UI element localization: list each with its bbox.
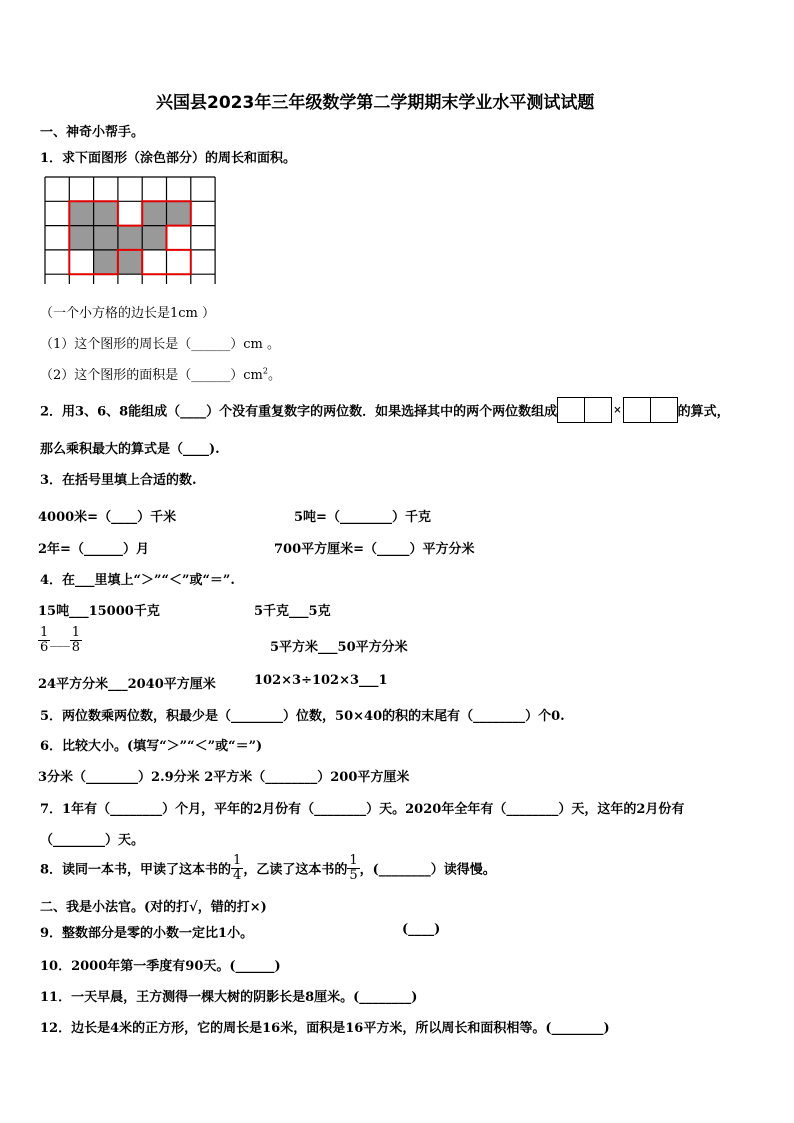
question-4-row-3b: 102×3÷102×3___1 — [254, 673, 388, 688]
square-superscript: 2 — [262, 366, 268, 376]
answer-box-2[interactable] — [584, 397, 612, 423]
question-3-row-2b: 700平方厘米=（_____）平方分米 — [274, 542, 475, 557]
shaded-cell — [118, 226, 142, 250]
shaded-grid-figure — [44, 176, 218, 284]
question-2-text: 2．用3、6、8能组成（____）个没有重复数字的两位数．如果选择其中的两个两位数组成 — [40, 404, 558, 420]
question-4-row-3a: 24平方分米___2040平方厘米 — [38, 677, 216, 692]
page-title: 兴国县2023年三年级数学第二学期期末学业水平测试试题 — [156, 93, 595, 113]
question-4-text: 4．在___里填上“＞”“＜”或“＝”. — [40, 573, 235, 588]
times-symbol: × — [613, 404, 622, 416]
question-1-part-b-text: （2）这个图形的面积是（______）cm — [40, 368, 263, 383]
question-2-line-1 — [40, 397, 730, 423]
shaded-cell — [69, 226, 93, 250]
question-1-note: （一个小方格的边长是1cm ） — [40, 306, 216, 321]
shaded-cell — [94, 226, 118, 250]
question-7-line-2: （________）天。 — [40, 833, 145, 848]
question-9-text: 9．整数部分是零的小数一定比1小。 — [40, 926, 254, 941]
question-1-part-b-end: 。 — [267, 368, 281, 383]
question-9-answer: (____) — [402, 922, 441, 937]
question-3-row-1a: 4000米=（____）千米 — [38, 510, 177, 525]
question-3-row-1b: 5吨=（________）千克 — [294, 510, 431, 525]
question-6-row: 3分米（________）2.9分米 2平方米（________）200平方厘米 — [38, 770, 410, 785]
answer-box-3[interactable] — [623, 397, 651, 423]
fraction-one-eighth: $\frac{1}{8}$ — [71, 625, 81, 655]
fraction-one-fifth: $\frac{1}{5}$ — [349, 853, 358, 883]
question-8-text-start: 8．读同一本书，甲读了这本书的 — [40, 862, 232, 878]
shaded-cell — [142, 226, 166, 250]
section-heading-1: 一、神奇小帮手。 — [40, 125, 145, 140]
question-6-text: 6．比较大小。(填写“＞”“＜”或“＝”) — [40, 739, 263, 754]
answer-box-4[interactable] — [650, 397, 678, 423]
shaded-cell — [118, 250, 142, 274]
question-4-row-2b: 5平方米___50平方分米 — [270, 640, 408, 655]
compare-blank: ___ — [50, 632, 70, 648]
question-8-text-end: ，(________）读得慢。 — [359, 862, 496, 878]
question-4-row-1b: 5千克___5克 — [254, 604, 331, 619]
shaded-cell — [167, 201, 191, 225]
shaded-cell — [94, 201, 118, 225]
shaded-cell — [94, 250, 118, 274]
question-1-part-a: （1）这个图形的周长是（______）cm 。 — [40, 337, 281, 352]
question-1-text: 1．求下面图形（涂色部分）的周长和面积。 — [40, 151, 297, 166]
question-10-text: 10．2000年第一季度有90天。(______) — [40, 959, 281, 974]
question-8-text — [40, 854, 496, 882]
question-12-text: 12．边长是4米的正方形，它的周长是16米，面积是16平方米，所以周长和面积相等。(________) — [40, 1021, 610, 1036]
question-8-text-mid: ，乙读了这本书的 — [243, 862, 348, 878]
question-4-fraction-compare — [38, 626, 82, 654]
shaded-cell — [69, 201, 93, 225]
shaded-cell — [142, 201, 166, 225]
question-11-text: 11．一天早晨，王方测得一棵大树的阴影长是8厘米。(________) — [40, 990, 418, 1005]
fraction-one-fourth: $\frac{1}{4}$ — [233, 853, 242, 883]
question-4-row-1a: 15吨___15000千克 — [38, 604, 160, 619]
fraction-one-sixth: $\frac{1}{6}$ — [40, 625, 49, 655]
question-2-text-end: 的算式， — [677, 404, 730, 420]
question-3-text: 3．在括号里填上合适的数. — [40, 473, 197, 488]
section-heading-2: 二、我是小法官。(对的打√，错的打×) — [40, 900, 267, 915]
question-1-part-b — [40, 364, 281, 383]
question-7-line-1: 7．1年有（________）个月，平年的2月份有（________）天。2020年全年有（________）天，这年的2月份有 — [40, 802, 685, 817]
answer-box-1[interactable] — [557, 397, 585, 423]
question-5-text: 5．两位数乘两位数，积最少是（________）位数，50×40的积的末尾有（________）个0. — [40, 709, 565, 724]
question-2-line-2: 那么乘积最大的算式是（____). — [40, 442, 220, 457]
question-3-row-2a: 2年=（______）月 — [38, 542, 149, 557]
